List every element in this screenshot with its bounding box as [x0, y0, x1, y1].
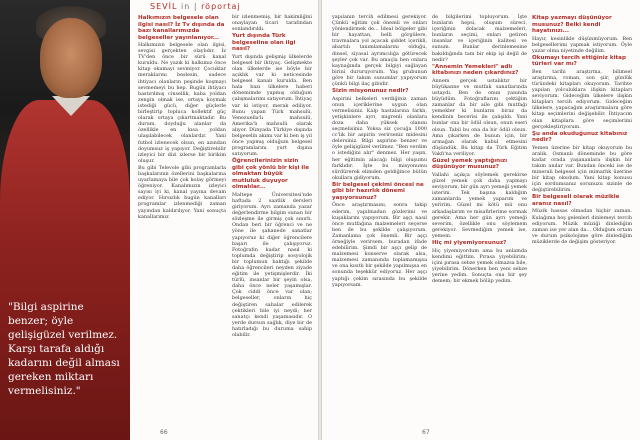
answer-paragraph: Hiç yiyemiyordum ama bu anlamda kendimi eğittim. Pırasa yiyebilirim; içini pırasa sebze yemek olmazsa bile, yiyebilirim. Dönerken ben yeni sebze yerine yedim. Sonuçta ona bir şey demem; bir ekmek bölüp yedim.	[432, 247, 527, 284]
question-heading: Okumayı tercih ettiğiniz kitap türleri var mı?	[532, 54, 626, 68]
question-heading: Kitap yazmayı düşünüyor musunuz? Belki kendi hayatınızı...	[532, 15, 612, 34]
answer-paragraph: Halkımızın belgesele olan ilgisi, sevgisi gerçekten olaylıdır. İz TV'den önce bir sürü kanal kuruldu. Ne yazık ki halkımız önce kitap okumayı sevmiyor. Çocuklar meraklarını beslesin, sadece ihtiyacı olanların peşinde koşmayı sevmemeyi bu hep. Bugün ihtiyacı bastırılmış cinsellik, kaba yoldan zengin olmak ise, ortaya koymak istediği gücü, diğer güçlerle birleştirip topluca kollektif güç olarak ortaya çıkartmaktadır. Bu durum, doyduğu alanlar da özellikle en kısa yoldan ulaşılabilecek olanlardır. Yani futbol izlenecek olsun, en azından doyumsuz iş yapıyor. Değiştirebilir izleyici bir dizi izlerse bir birikim oluşur.	[138, 42, 226, 164]
answer-paragraph: Önce araştırmasını, sonra takip ederim, yapılmadan gözlerimi ve kuşaklarını yapıyorum. Bir aşçı nasıl önce mutfağına malzemeleri seçerse ben de bu şekilde çalışıyorum. Zamanlama çok önemli. Bir aşçı örneğiyle verirsem, buradan ifade edebilirim. Şimdi bir aşçı gelip de malzemesi konserve olarak alsa, malzemesi zamanında toplamamışsa ve ona kısıtlı bir şekilde yapılmışsa en sonunda teşekkür ediyoruz. Her aşçı yaptığı çekim sırasında bu şekilde yapıyorsam.	[332, 202, 427, 288]
question-heading: "Annemin Yemekleri" adlı kitabınızı neden çıkardınız?	[432, 63, 519, 77]
photo-head	[40, 18, 102, 98]
text-column-5	[532, 14, 632, 246]
question-heading: Yurt dışında Türk belgeseline olan ilgi nasıl?	[232, 33, 296, 53]
question-heading: Sizin misyonunuz nedir?	[332, 88, 409, 95]
text-column-3	[332, 14, 427, 289]
section-header	[150, 2, 241, 11]
answer-paragraph: Aspirini belkeleri verdiğiniz zaman onun içeriklerine uygun olan vermelisiniz. Kalp hastalarına farklı, yetişkinlere ayrı, migrenli olanlara doza daha yüksek olanını seçmelisiniz. Yoksa siz çocuğa 1000 cc'lik bir aspirin verirseniz midesini delersiniz. Bilgi aspirine benzer ve öyle gelişigüzel verilmez. "Ben verdim o istediğini alır" denmez. Her yaşın, her eğitimin alacağı bilgi oluşumu farklıdır. İşte bu misyonumu sürdürerek elimden geldiğince bütün okullara gidiyorum.	[332, 95, 427, 181]
text-column-2	[232, 14, 312, 339]
question-heading: Şu anda okuduğunuz kitabınız nedir?	[532, 130, 628, 144]
section-topic: röportaj	[201, 2, 241, 11]
section-separator-pipe: |	[193, 2, 198, 11]
question-heading: Halkımızın belgesele olan ilgisi nasıl? İz Tv dışında da bazı kanallarımızda belgeseller yayınlanıyor...	[138, 15, 225, 41]
section-name: SEVİL	[150, 2, 178, 11]
question-heading: Güzel yemek yaptığınızı düşünüyor musunuz?	[432, 157, 508, 171]
answer-paragraph: Annem gerçek ustalıktır bir büyükanne ve mutfak sanatlarında ustaydı. Ben de onun yanında büyüdüm. Fotoğraflarını çektiğim zamanlar da bir aile gibi mutfağı yemekler ki bunların biraz da kendinin becerisi ile çalışıldı. Yani bunlar ona bir ödül olsun, onun eseri olsun. Tabii bu ona da bir ödül olsun. Ama çıkarken de bunun için, bir armağan olarak kabul etmesini düşündük. Bu kitap da Türk Eğitim Vakfı'na veriliyor.	[432, 77, 527, 157]
question-heading: Bir belgesel çekimi öncesi ne gibi bir hazırlık dönemi yaşıyorsunuz?	[332, 181, 424, 201]
text-column-4	[432, 14, 527, 285]
question-heading: Bir belgeseli olarak müzikle aranız nasıl?	[532, 194, 620, 207]
answer-paragraph: de bilgilerimi topluyorum. İşte bunların hepsi, oluşum süreci, içeriğinin dolacak malzemeleri, bunların seçimi, onları getiren insanlar ve içeriğinin kalitesi ve sunum. Bunlar derinlemesine bakıldığında tam bir ekip işi değil de nedir?	[432, 14, 527, 63]
answer-paragraph: Müzik hassas olmadan hiçbir zaman. Kulağıma hoş gelenleri dinlemeyi tercih ediyorum. Müzik müziği dinlediğim zaman ise yer alan da... Olduğum ortam ve durum psikolojime göre dinlediğim müziklerde de değişim gösteriyor.	[532, 208, 632, 245]
right-page	[322, 0, 640, 440]
answer-paragraph: Yurt dışında gelişmiş ülkelerde belgesel bir ihtiyaç. Gelişmekte olan ülkelerde ise böyle bir açıklık var ki neticesinde belgesel kanalı kurulda. Ben hala bazı ülkelere haberi dönemimde yapmış olduğum çalışmalarımı satıyorum. İhtiyaç var ki istiyor, merak ediliyor. Bunu yapan Türk mahsulü, Venezuella'lı mahsulü, Amerika'lı mahsulü olarak alıyor. Dünyada Türkiye dışında belgeselin akımı var ki ben iş yıl önce yapmış olduğum belgesel programlarını yurt dışına satıyorum.	[232, 53, 312, 158]
page-number-right: 67	[422, 429, 430, 436]
left-page	[0, 0, 318, 440]
answer-paragraph: yapılanın tercih edilmesi gerekiyor. Çünkü eğitim çok önemli ve onları yönlendirmek de... İdeal bölgeler gibi bir hayattan, belli görgülere, travmalara yol açacak şiddet içerikli, abartılı tanımlamalarını olduğu, dinsel, siyasal ayrımcılığa götürecek şeyler çok var. Bu amaçla ben onlara kaynağında gerçek bilgiyi sağlayan birini dururuyorum. Yaş grubunun göre bir takım sunumlar yapıyorum çünkü bilgi ilaç gibidir.	[332, 14, 427, 88]
question-heading: Öğrencilerinizin sizin gibi çok yönlü bir kişi ile olmaktan büyük mutluluk duyuyor olmalılar...	[232, 158, 310, 191]
answer-paragraph: Yemen üzerine bir kitap okuyorum bu aralık. Osmanlı döneminde bu göre kadar orada yaşananlara ilişkin bir takım anılar var. Bundan önceki ise de minerali belgesel için mimarlık üzerine bir kitap okudum. Yani kitap konusu için sordumsanız sorunuzu sizinle de değiştirebilirim.	[532, 144, 632, 194]
pull-quote: "Bilgi aspirine benzer; öyle gelişigüzel verilmez. Karşı tarafa aldığı kadarını değil alması gereken miktarı vermelisiniz."	[8, 301, 120, 397]
answer-paragraph: Vallahi açıkça söylemek gerekirse güzel yemek çok daha yapmayı seviyorum, bir gün ayrı yemeği yemek isterim. Tek başına kaldığım zamanlarda yemek yaparım ve yeririm. Güzel mi kötü mü onu arkadaşlarım ve misafirlerime sormak gerekir. Ama her gün ayrı yemeği severim, özellikle onu söylemem gerekiyor. Sevmediğim yemek ise, yemem.	[432, 171, 527, 239]
text-column-1	[138, 14, 226, 221]
answer-paragraph: Hayır, kesinlikle düşünmüyorum. Ben belgesellerimi yapmak istiyorum. Öyle yazar olma niyetinde değilim.	[532, 35, 632, 54]
answer-paragraph: Ben tarihi araştırma, bilimsel araştırma, roman, son şiir, günlük türündeki kitapları okuyorum. Tarihte yapılan yolculuklara ilişkin kitapları seviyorum. Gideceğim ülkelere ilişkin kitapları tercih ediyorum. Gideceğim ülkelere, yapacağım araştırmalara göre kitap seçimlerini değişebilir. İhtiyacım olan kitaplara göre seçimlerimi gerçekleştiriyorum.	[532, 68, 632, 130]
answer-paragraph: Bu gibi Televole gibi programlarla başkalarının özellerini başkalarına uyarlamaya bile çok kolay görmeyi öğreniyor. Kanalımızın izleyici sayısı iyi ki, kanal yayına devam ediyor. Hırsızlık bugün kanalları programlar izlenmediği zaman yayından kaldırılıyor. Yani sonuçta kanallarımız	[138, 164, 226, 220]
question-heading: Hiç mi yiyemiyorsunuz?	[432, 240, 507, 246]
section-separator: in	[180, 2, 191, 11]
answer-paragraph: bir izlenmemiş, bir hakimliğini onaylayan ticari tarafından sonlandırıldı.	[232, 14, 312, 33]
page-number-left: 66	[160, 429, 168, 436]
answer-paragraph: Maltepe Üniversitesi'nde haftada 2 saatlik dersleri giriyorum. Ayrı zamanda yazar değerlendirme bilgim sunan bir sözleşme ile girmiş çok sınırlı. Ondan beri bir öğrenci ve ne yöne ile şahanede sanatlar yapıyoruz ki diğer öğrencilere başarı ile çalışıyoruz. Fotoğrafın kadar nasıl ki toplumda değiştirip sosyolojik bir toplumun baktığı şekilde daha öğrencileri neyden ziyade eğitim ile yetişmişlerdir. İki türlü, insanlar bir şeyin olsa, daha önce neler yaşamışlar. Çok ciddi önce var olan; belgeseller, onların hiç değiştiren sahalar edilerek çektikleri bile iyi neydi; her sanatçı kendi yaşamasıdır. O yerde dursun sağlık, diye bir de hatırladığı bu duruma sahip olabilir.	[232, 191, 312, 339]
